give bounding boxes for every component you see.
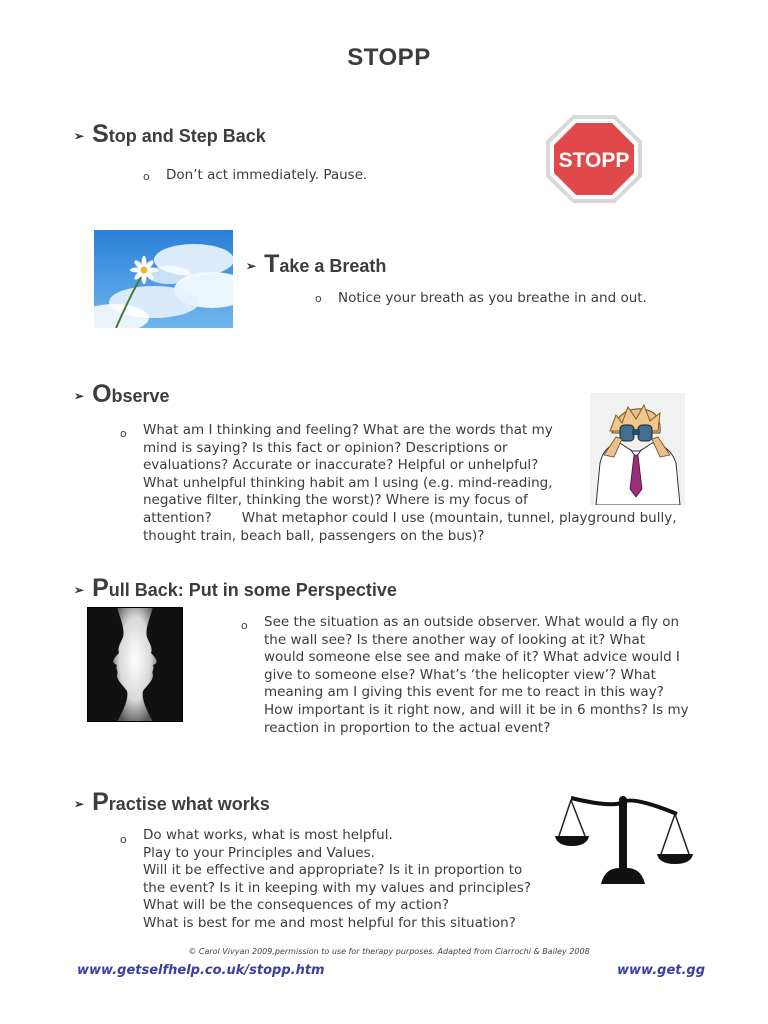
pull-bullet-text xyxy=(264,614,705,720)
heading-rest: top and Step Back xyxy=(108,126,266,146)
practise-line: What will be the consequences of my action? xyxy=(143,897,450,914)
observe-line: negative filter, thinking the worst)? Where is my focus of xyxy=(143,492,528,509)
footer-link-get-gg[interactable]: www.get.gg xyxy=(617,963,706,978)
arrow-bullet-icon: ➢ xyxy=(74,797,85,811)
circle-bullet-icon: o xyxy=(120,833,127,846)
section-heading-observe xyxy=(74,380,170,409)
heading-rest: ractise what works xyxy=(108,794,270,814)
page-title: STOPP xyxy=(347,44,431,71)
footer-link-stopp-page[interactable]: www.getselfhelp.co.uk/stopp.htm xyxy=(77,963,325,978)
pull-line: would someone else see and make of it? What advice would I xyxy=(264,649,680,666)
heading-initial: P xyxy=(92,574,109,602)
circle-bullet-icon: o xyxy=(143,170,150,183)
heading-rest: ake a Breath xyxy=(279,256,387,276)
practise-line: What is best for me and most helpful for this situation? xyxy=(143,914,516,931)
heading-rest: ull Back: Put in some Perspective xyxy=(108,580,397,600)
practise-line: Do what works, what is most helpful. xyxy=(143,827,393,843)
circle-bullet-icon: o xyxy=(241,619,248,632)
observe-bullet-text xyxy=(143,422,579,510)
practise-bullet-text xyxy=(143,827,563,933)
heading-initial: T xyxy=(264,250,280,278)
arrow-bullet-icon: ➢ xyxy=(246,259,257,273)
pull-line: reaction in proportion to the actual event? xyxy=(264,720,551,736)
arrow-bullet-icon: ➢ xyxy=(74,389,85,403)
circle-bullet-icon: o xyxy=(315,292,322,305)
stop-sign-image xyxy=(544,113,644,205)
heading-rest: bserve xyxy=(111,386,170,406)
stop-bullet-text: Don’t act immediately. Pause. xyxy=(166,167,368,183)
binoculars-man-image xyxy=(590,393,685,505)
practise-line: Play to your Principles and Values. xyxy=(143,844,375,861)
pull-line: See the situation as an outside observer. What would a fly on xyxy=(264,614,680,630)
observe-bullet-text-cont xyxy=(143,510,713,545)
heading-initial: S xyxy=(92,120,109,148)
stop-sign-text: STOPP xyxy=(558,149,630,172)
pull-line: the wall see? Is there another way of looking at it? What xyxy=(264,631,646,648)
section-heading-practise xyxy=(74,788,270,817)
flower-sky-image xyxy=(94,230,233,328)
observe-line: evaluations? Accurate or inaccurate? Helpful or unhelpful? xyxy=(143,457,539,474)
section-heading-take-breath xyxy=(246,250,386,279)
arrow-bullet-icon: ➢ xyxy=(74,583,85,597)
section-heading-stop xyxy=(74,120,266,149)
take-bullet-text: Notice your breath as you breathe in and out. xyxy=(338,290,647,306)
practise-line: the event? Is it in keeping with my values and principles? xyxy=(143,879,531,896)
balance-scales-image xyxy=(553,788,693,886)
observe-line: What am I thinking and feeling? What are the words that my xyxy=(143,422,553,438)
observe-line: attention? What metaphor could I use (mountain, tunnel, playground bully, xyxy=(143,510,677,526)
observe-line: What unhelpful thinking habit am I using (e.g. mind-reading, xyxy=(143,474,553,491)
observe-line: mind is saying? Is this fact or opinion? Descriptions or xyxy=(143,439,508,456)
arrow-bullet-icon: ➢ xyxy=(74,129,85,143)
pull-line: How important is it right now, and will it be in 6 months? Is my xyxy=(264,701,689,718)
section-heading-pull-back xyxy=(74,574,397,603)
circle-bullet-icon: o xyxy=(120,427,127,440)
observe-line: thought train, beach ball, passengers on the bus)? xyxy=(143,527,485,544)
heading-initial: O xyxy=(92,380,112,408)
pull-line: meaning am I giving this event for me to react in this way? xyxy=(264,684,664,701)
faces-vase-illusion-image xyxy=(87,607,183,722)
heading-initial: P xyxy=(92,788,109,816)
practise-line: Will it be effective and appropriate? Is it in proportion to xyxy=(143,862,523,879)
pull-line: give to someone else? What’s ‘the helicopter view’? What xyxy=(264,666,656,683)
copyright-credit: © Carol Vivyan 2009,permission to use for therapy purposes. Adapted from Ciarrochi & Bailey 2008 xyxy=(188,947,590,956)
